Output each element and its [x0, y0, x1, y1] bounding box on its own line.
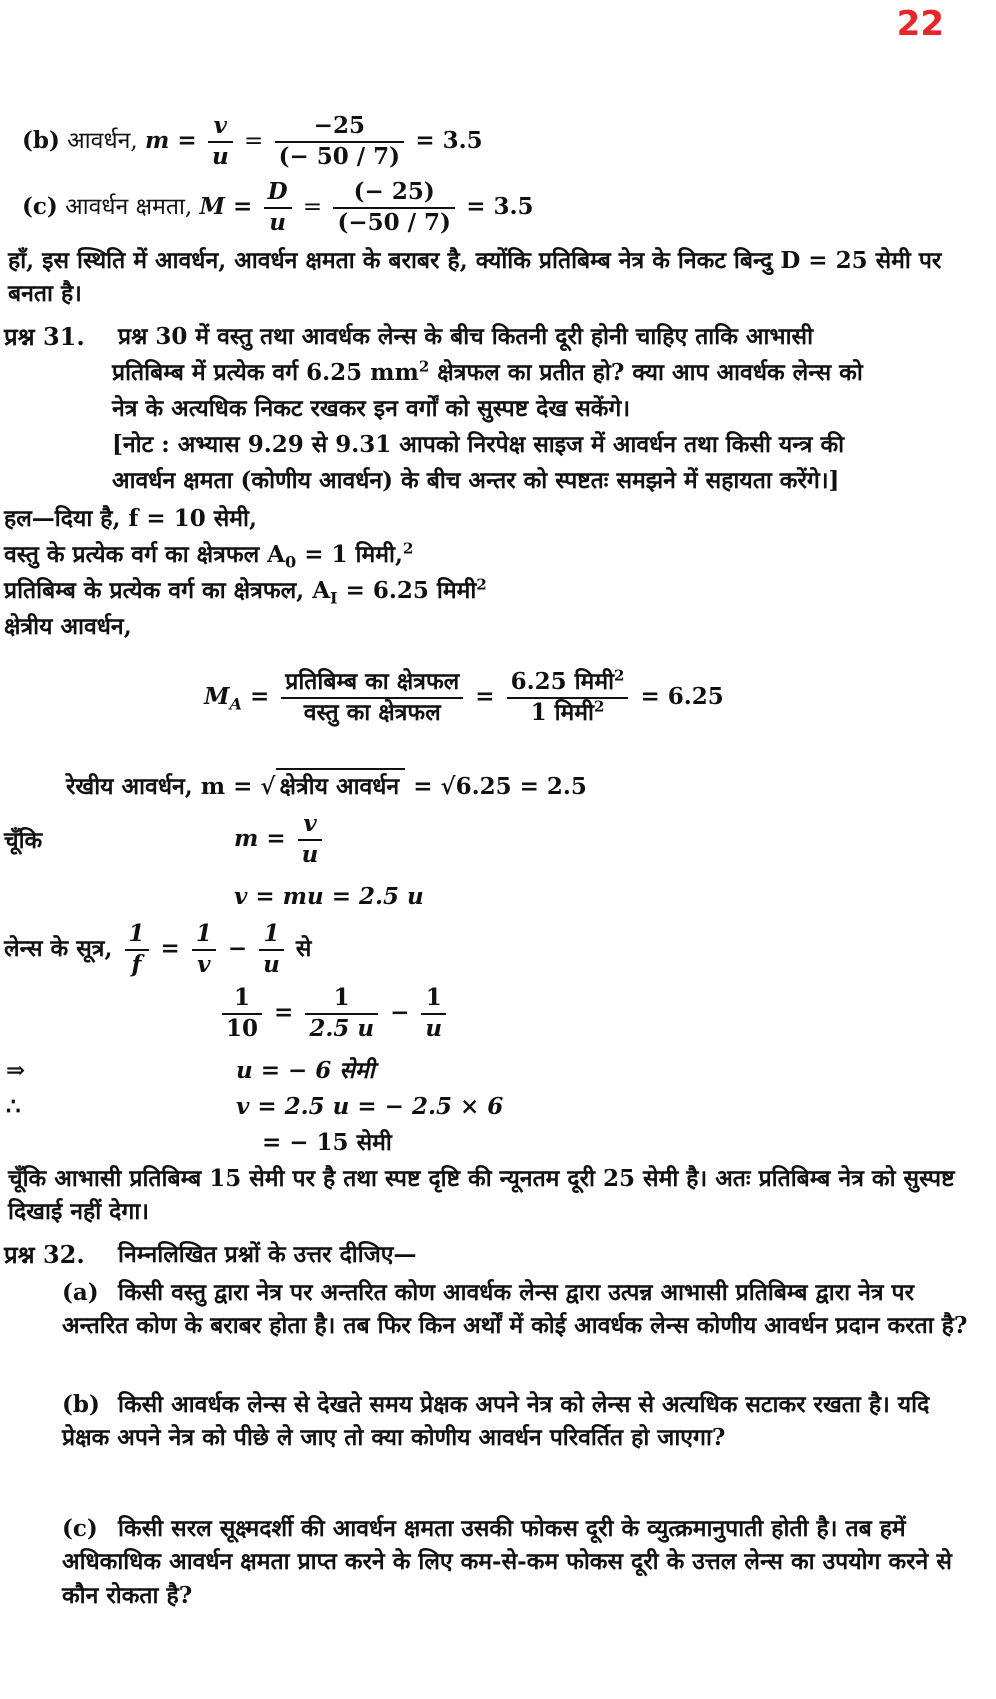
q31-note-line-1: [नोट : अभ्यास 9.29 से 9.31 आपको निरपेक्ष साइज में आवर्धन तथा किसी यन्त्र की — [112, 431, 845, 458]
part-b-fraction-2: $\frac{-25}{(- 50 / 7)}$ — [275, 112, 404, 172]
q32-part-a: (a) किसी वस्तु द्वारा नेत्र पर अन्तरित कोण आवर्धक लेन्स द्वारा उत्पन्न आभासी प्रतिबिम्ब द्वारा नेत्र पर अन्तरित कोण के बराबर होता है। तब फिर किन अर्थों में कोई आवर्धक लेन्स कोणीय आवर्धन प्रदान करता है? — [62, 1279, 968, 1340]
q31-line-2: प्रतिबिम्ब में प्रत्येक वर्ग 6.25 $mm^2$ क्षेत्रफल का प्रतीत हो? क्या आप आवर्धक लेन्स को — [112, 357, 863, 386]
part-c-fraction-1: $\frac{D}{u}$ — [264, 178, 292, 238]
since-label: चूँकि — [4, 827, 43, 854]
part-c-lhs: M = — [199, 192, 253, 220]
page-number: 22 — [896, 4, 944, 44]
answer-paragraph-1: हाँ, इस स्थिति में आवर्धन, आवर्धन क्षमता के बराबर है, क्योंकि प्रतिबिम्ब नेत्र के निकट बिन्दु D = 25 सेमी पर बनता है। — [8, 247, 942, 308]
part-b-equation: (b) आवर्धन, m = $\frac{v}{u}$ = $\frac{-25}{(- 50 / 7)}$ = 3.5 — [22, 112, 483, 170]
areal-fraction-1: $\frac{\text{प्रतिबिम्ब का क्षेत्रफल}}{\text{वस्तु का क्षेत्रफल}}$ — [281, 668, 463, 728]
part-c-label: (c) — [22, 192, 58, 220]
part-b-label: (b) — [22, 126, 60, 154]
v-result-1: v = 2.5 u = − 2.5 × 6 — [236, 1093, 504, 1120]
therefore-symbol: ∴ — [6, 1093, 21, 1120]
solution-given: हल—दिया है, f = 10 सेमी, — [4, 505, 257, 532]
part-c-equation: (c) आवर्धन क्षमता, M = $\frac{D}{u}$ = $\frac{(- 25)}{(-50 / 7)}$ = 3.5 — [22, 178, 534, 236]
part-c-fraction-2: $\frac{(- 25)}{(-50 / 7)}$ — [333, 178, 454, 238]
lens-formula-line: लेन्स के सूत्र, $\frac{1}{f}$ = $\frac{1}{v}$ − $\frac{1}{u}$ से — [4, 920, 312, 978]
areal-magnification-equation: $M_A$ = $\frac{\text{प्रतिबिम्ब का क्षेत्रफल}}{\text{वस्तु का क्षेत्रफल}}$ = $\frac{6.25 मिमी^2}{1 मिमी^2}$ = 6.25 — [204, 666, 724, 726]
q32-intro: निम्नलिखित प्रश्नों के उत्तर दीजिए— — [118, 1241, 417, 1268]
q32-part-c: (c) किसी सरल सूक्ष्मदर्शी की आवर्धन क्षमता उसकी फोकस दूरी के व्युत्क्रमानुपाती होती है। तब हमें अधिकाधिक आवर्धन क्षमता प्राप्त करने के लिए कम-से-कम फोकस दूरी के उत्तल लेन्स का उपयोग करने से कौन रोकता है? — [62, 1515, 952, 1609]
areal-magnification-label: क्षेत्रीय आवर्धन, — [4, 613, 132, 640]
v-equals-mu: v = mu = 2.5 u — [234, 883, 424, 910]
part-c-result: = 3.5 — [466, 192, 534, 220]
part-b-result: = 3.5 — [415, 126, 483, 154]
part-b-text: आवर्धन, — [67, 127, 138, 154]
q31-line-1: प्रश्न 30 में वस्तु तथा आवर्धक लेन्स के बीच कितनी दूरी होनी चाहिए ताकि आभासी — [118, 323, 814, 350]
part-b-lhs: m = — [145, 126, 197, 154]
implies-symbol: ⇒ — [6, 1057, 26, 1084]
q32-part-b: (b) किसी आवर्धक लेन्स से देखते समय प्रेक्षक अपने नेत्र को लेन्स से अत्यधिक सटाकर रखता है। यदि प्रेक्षक अपने नेत्र को पीछे ले जाए तो क्या कोणीय आवर्धन परिवर्तित हो जाएगा? — [62, 1391, 930, 1452]
q31-line-3: नेत्र के अत्यधिक निकट रखकर इन वर्गों को सुस्पष्ट देख सकेंगे। — [112, 395, 631, 422]
object-area-line: वस्तु के प्रत्येक वर्ग का क्षेत्रफल $A_0 = 1$ मिमी,$^2$ — [4, 539, 414, 572]
linear-magnification-line: रेखीय आवर्धन, m = √ क्षेत्रीय आवर्धन = √6.25 = 2.5 — [66, 768, 587, 803]
q32-heading: प्रश्न 32. — [4, 1240, 85, 1269]
m-equals-v-over-u: m = $\frac{v}{u}$ — [234, 810, 326, 870]
areal-fraction-2: $\frac{6.25 मिमी^2}{1 मिमी^2}$ — [507, 668, 629, 728]
q31-heading: प्रश्न 31. — [4, 322, 85, 351]
q31-note-line-2: आवर्धन क्षमता (कोणीय आवर्धन) के बीच अन्तर को स्पष्टतः समझने में सहायता करेंगे।] — [112, 467, 840, 494]
part-b-fraction-1: $\frac{v}{u}$ — [208, 112, 233, 172]
v-result-2: = − 15 सेमी — [262, 1129, 392, 1156]
part-c-text: आवर्धन क्षमता, — [65, 193, 193, 220]
image-area-line: प्रतिबिम्ब के प्रत्येक वर्ग का क्षेत्रफल, $A_I = 6.25$ मिमी$^2$ — [4, 575, 487, 608]
u-result: u = − 6 सेमी — [236, 1057, 375, 1084]
answer-paragraph-2: चूँकि आभासी प्रतिबिम्ब 15 सेमी पर है तथा स्पष्ट दृष्टि की न्यूनतम दूरी 25 सेमी है। अतः प्रतिबिम्ब नेत्र को सुस्पष्ट दिखाई नहीं देगा। — [8, 1165, 955, 1226]
lens-substitution: $\frac{1}{10}$ = $\frac{1}{2.5 u}$ − $\frac{1}{u}$ — [218, 984, 450, 1044]
